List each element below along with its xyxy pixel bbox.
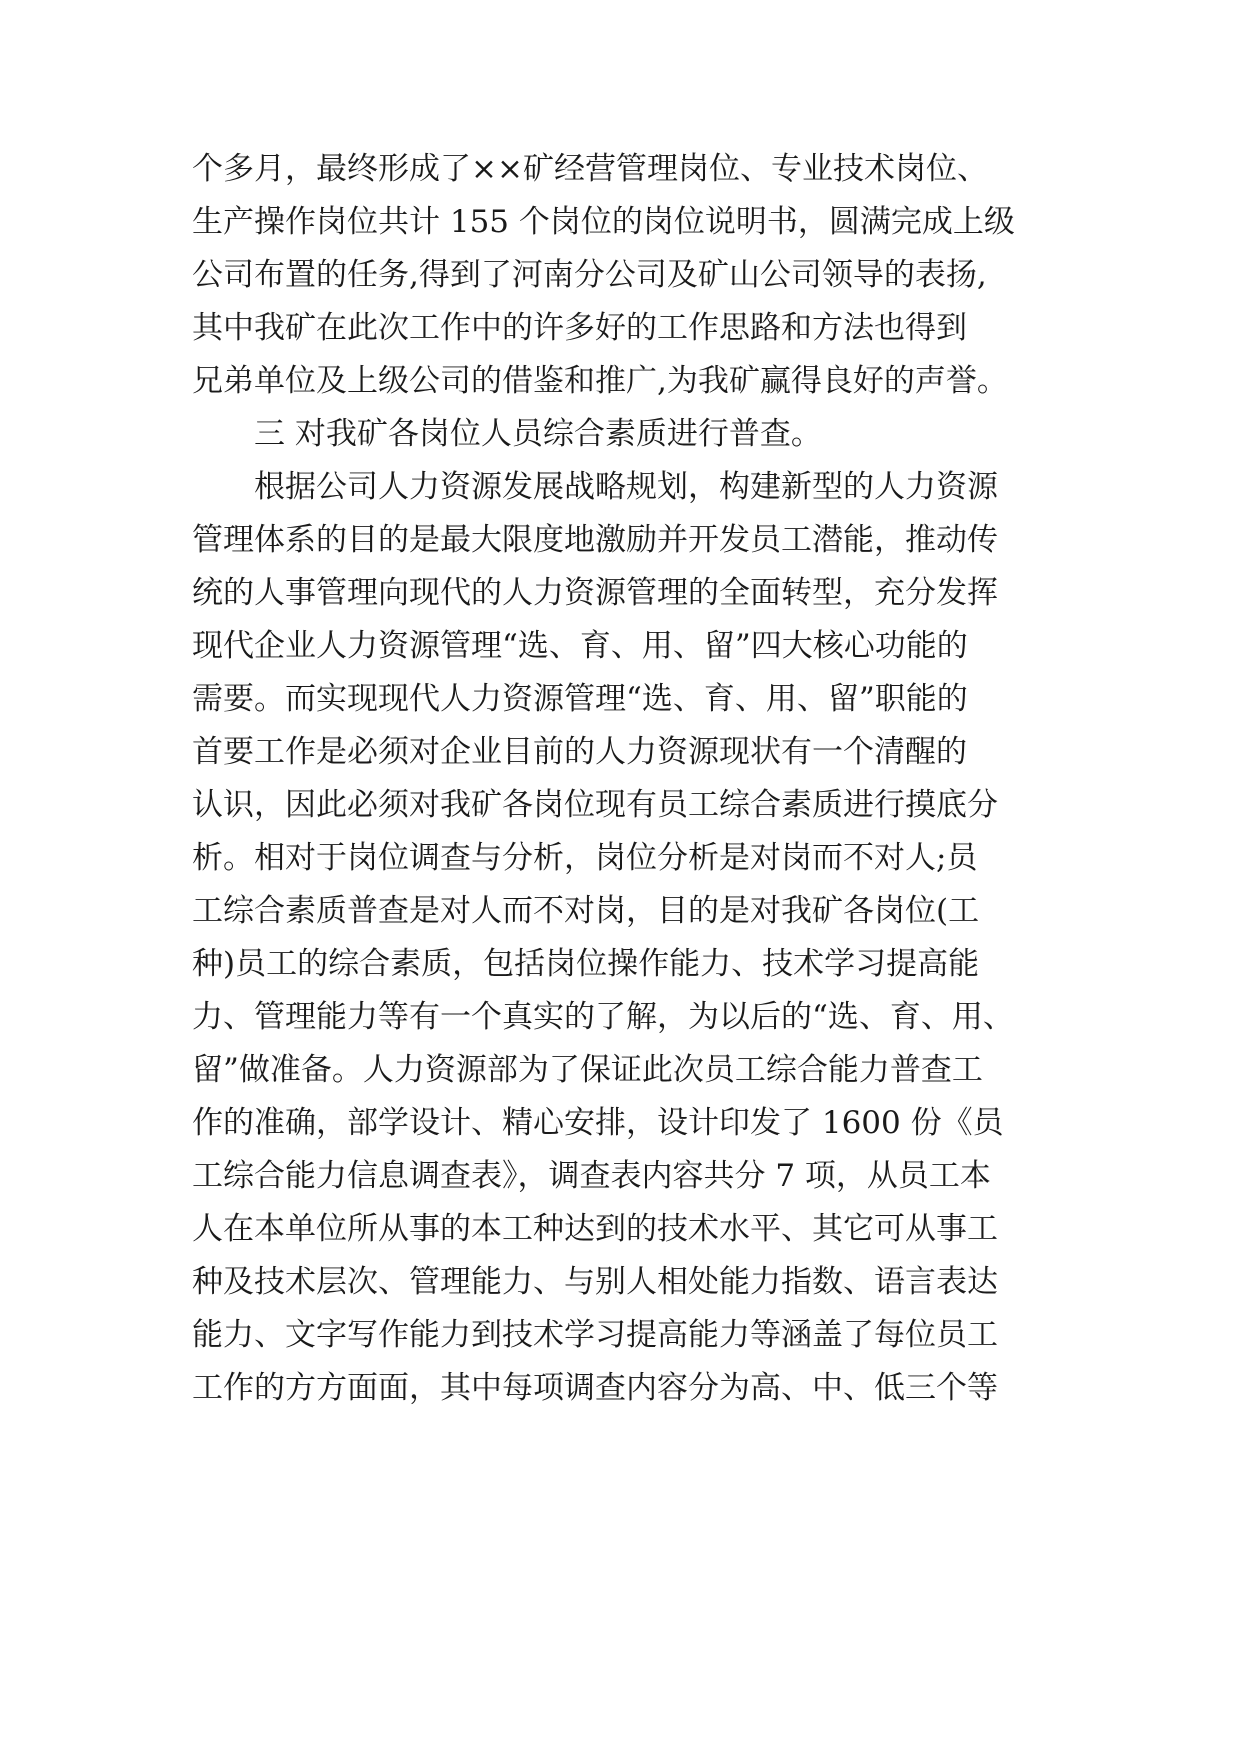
text-line: 工综合素质普查是对人而不对岗，目的是对我矿各岗位(工: [192, 893, 980, 929]
text-line: 公司布置的任务,得到了河南分公司及矿山公司领导的表扬,: [192, 257, 987, 293]
text-line: 种及技术层次、管理能力、与别人相处能力指数、语言表达: [192, 1264, 998, 1300]
text-line: 析。相对于岗位调查与分析，岗位分析是对岗而不对人;员: [192, 840, 978, 876]
text-line: 统的人事管理向现代的人力资源管理的全面转型，充分发挥: [192, 575, 998, 611]
text-line: 个多月，最终形成了××矿经营管理岗位、专业技术岗位、: [192, 151, 988, 187]
text-line: 生产操作岗位共计 155 个岗位的岗位说明书，圆满完成上级: [192, 204, 1015, 240]
text-line: 首要工作是必须对企业目前的人力资源现状有一个清醒的: [192, 734, 967, 770]
text-line: 种)员工的综合素质，包括岗位操作能力、技术学习提高能: [192, 946, 980, 982]
text-line: 留”做准备。人力资源部为了保证此次员工综合能力普查工: [192, 1052, 983, 1088]
text-line: 能力、文字写作能力到技术学习提高能力等涵盖了每位员工: [192, 1317, 998, 1353]
text-line: 需要。而实现现代人力资源管理“选、育、用、留”职能的: [192, 681, 968, 717]
text-line: 根据公司人力资源发展战略规划，构建新型的人力资源: [254, 469, 998, 505]
text-line: 其中我矿在此次工作中的许多好的工作思路和方法也得到: [192, 310, 967, 346]
text-line: 管理体系的目的是最大限度地激励并开发员工潜能，推动传: [192, 522, 998, 558]
text-line: 力、管理能力等有一个真实的了解，为以后的“选、育、用、: [192, 999, 1014, 1035]
text-line: 人在本单位所从事的本工种达到的技术水平、其它可从事工: [192, 1211, 998, 1247]
section-heading: 三 对我矿各岗位人员综合素质进行普查。: [254, 416, 822, 452]
text-line: 工综合能力信息调查表》，调查表内容共分 7 项，从员工本: [192, 1158, 991, 1194]
text-line: 作的准确，部学设计、精心安排，设计印发了 1600 份《员: [192, 1105, 1004, 1141]
text-line: 认识，因此必须对我矿各岗位现有员工综合素质进行摸底分: [192, 787, 998, 823]
text-line: 兄弟单位及上级公司的借鉴和推广,为我矿赢得良好的声誉。: [192, 363, 1008, 399]
text-line: 现代企业人力资源管理“选、育、用、留”四大核心功能的: [192, 628, 968, 664]
text-line: 工作的方方面面，其中每项调查内容分为高、中、低三个等: [192, 1370, 998, 1406]
